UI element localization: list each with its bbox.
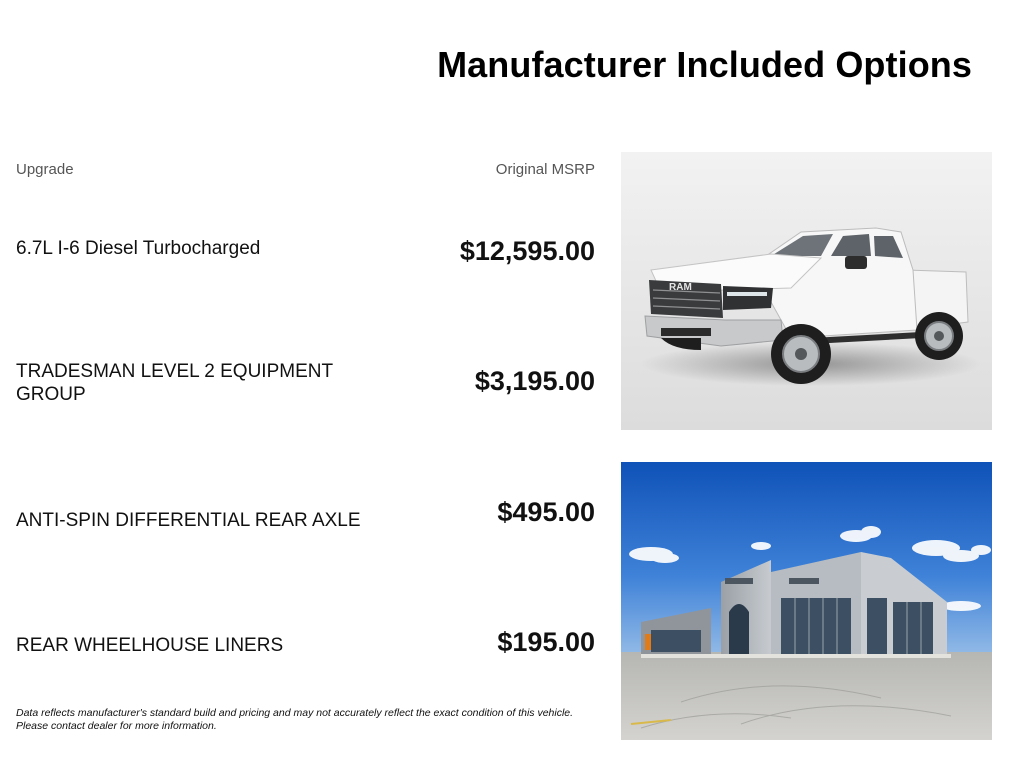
option-price: $12,595.00 <box>459 236 595 266</box>
disclaimer-line-1: Data reflects manufacturer's standard build and pricing and may not accurately reflect the exact condition of this vehicle. <box>16 707 574 719</box>
option-name: 6.7L I-6 Diesel Turbocharged <box>16 238 261 259</box>
option-row <box>16 360 595 420</box>
option-row <box>16 496 595 556</box>
page-title: Manufacturer Included Options <box>437 44 972 85</box>
option-price: $495.00 <box>497 497 595 527</box>
option-name: ANTI-SPIN DIFFERENTIAL REAR AXLE <box>16 510 361 531</box>
option-name: TRADESMAN LEVEL 2 EQUIPMENT GROUP <box>16 361 333 405</box>
truck-mirror <box>845 256 867 269</box>
option-row <box>16 626 595 686</box>
vehicle-photo <box>621 152 992 430</box>
truck-headlight <box>723 286 773 310</box>
building-sign-right <box>789 578 819 584</box>
option-price: $3,195.00 <box>474 366 595 396</box>
option-price: $195.00 <box>497 627 595 657</box>
building-sign-left <box>725 578 753 584</box>
dealership-photo <box>621 462 992 740</box>
option-row <box>16 236 595 296</box>
msrp-column-header: Original MSRP <box>495 161 595 178</box>
front-wheel <box>771 324 831 384</box>
option-name: REAR WHEELHOUSE LINERS <box>16 635 284 656</box>
upgrade-column-header: Upgrade <box>16 161 74 178</box>
disclaimer <box>16 707 606 733</box>
orange-accent <box>645 634 651 650</box>
building-arch <box>729 604 749 658</box>
disclaimer-line-2: Please contact dealer for more information. <box>16 720 217 732</box>
parking-lot <box>621 652 992 740</box>
grille-badge: RAM <box>669 282 692 293</box>
rear-wheel <box>915 312 963 360</box>
